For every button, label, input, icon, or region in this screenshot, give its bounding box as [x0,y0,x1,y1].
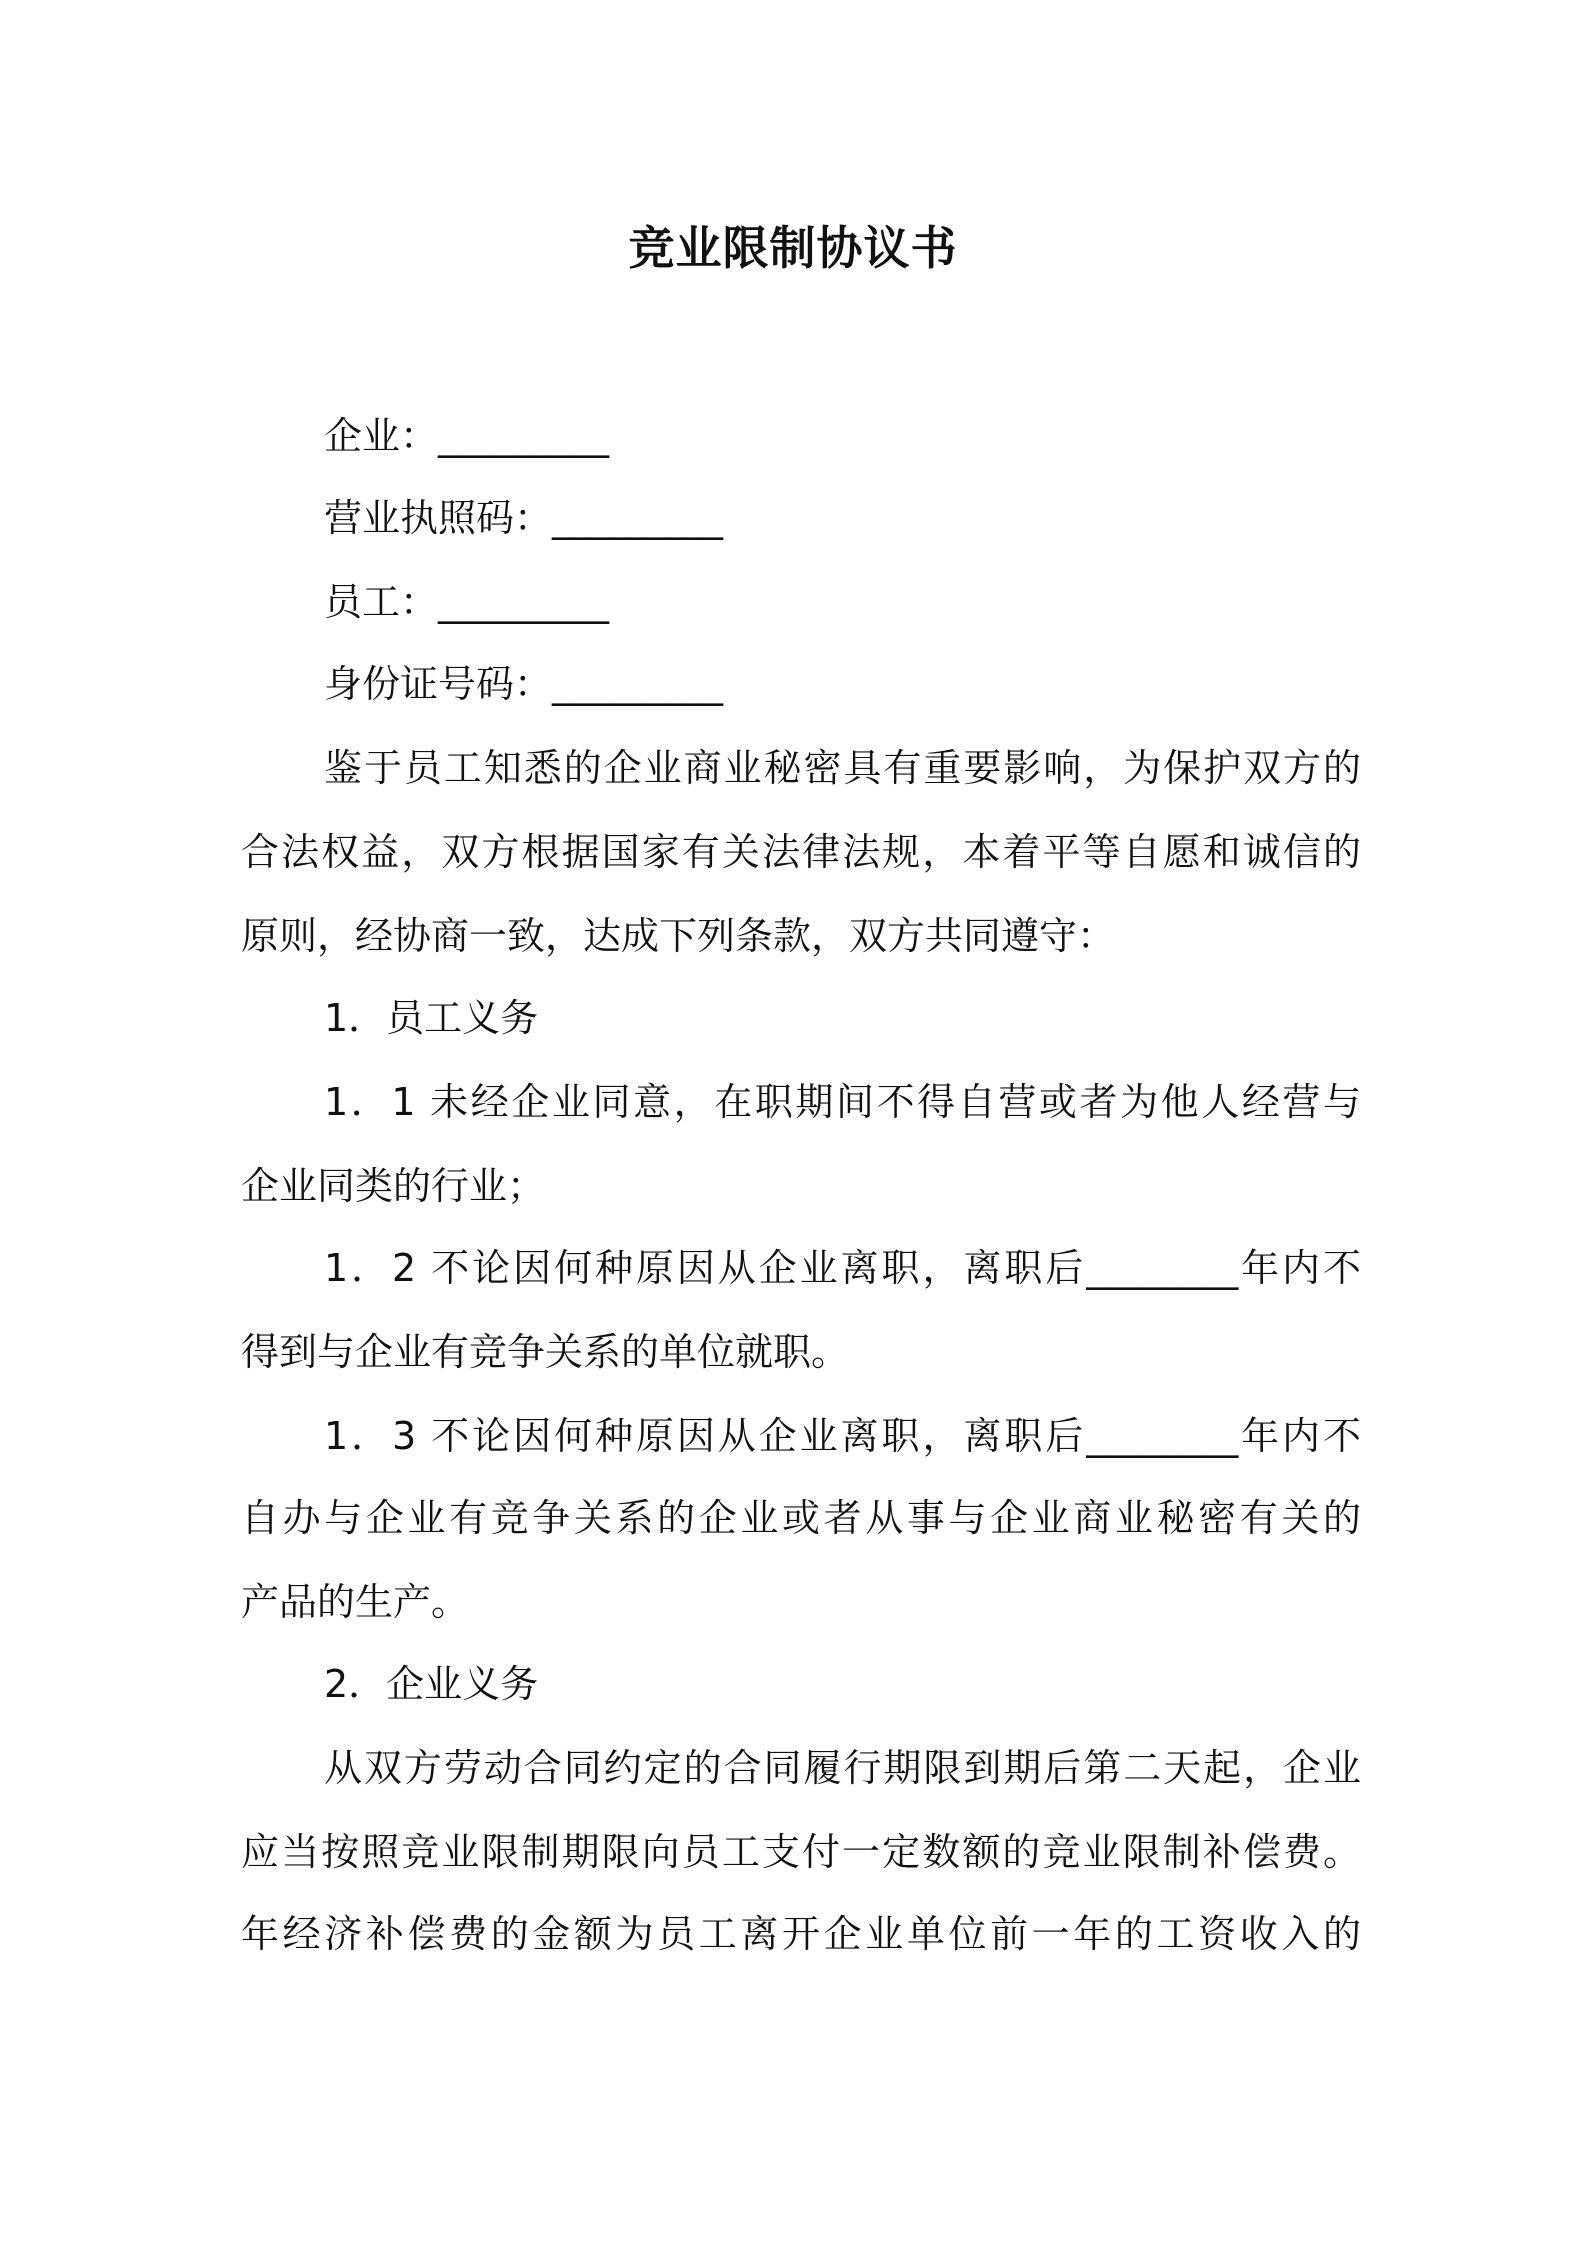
clause-2-line-3: 年经济补偿费的金额为员工离开企业单位前一年的工资收入的 [241,1912,1361,1956]
body-line-3: 原则，经协商一致，达成下列条款，双方共同遵守： [241,914,1116,958]
clause-1-3-line-3: 产品的生产。 [241,1580,470,1624]
field-company-blank[interactable]: _________ [438,414,610,458]
field-employee-label: 员工： [324,580,439,624]
field-business-license-blank[interactable]: _________ [552,496,724,540]
field-employee [324,574,1361,630]
clause-2-line-1: 从双方劳动合同约定的合同履行期限到期后第二天起，企业 [324,1746,1361,1790]
body-line-2: 合法权益，双方根据国家有关法律法规，本着平等自愿和诚信的 [241,830,1361,874]
field-id-number [324,656,1361,712]
document-title: 竞业限制协议书 [628,221,958,275]
field-company [324,408,1361,464]
field-business-license [324,490,1361,546]
section-heading-employee-obligations: 1．员工义务 [324,996,539,1040]
body-line-1: 鉴于员工知悉的企业商业秘密具有重要影响，为保护双方的 [324,746,1361,790]
clause-1-2-line-1: 1．2 不论因何种原因从企业离职，离职后________年内不 [324,1246,1361,1290]
field-id-number-blank[interactable]: _________ [552,662,724,706]
clause-1-3-line-1: 1．3 不论因何种原因从企业离职，离职后________年内不 [324,1414,1361,1458]
clause-2-line-2: 应当按照竞业限制期限向员工支付一定数额的竞业限制补偿费。 [241,1830,1361,1874]
clause-1-2-line-2: 得到与企业有竞争关系的单位就职。 [241,1330,850,1374]
field-employee-blank[interactable]: _________ [438,580,610,624]
clause-1-3-line-2: 自办与企业有竞争关系的企业或者从事与企业商业秘密有关的 [241,1496,1361,1540]
field-id-number-label: 身份证号码： [324,662,553,706]
field-business-license-label: 营业执照码： [324,496,553,540]
field-company-label: 企业： [324,414,439,458]
clause-1-1-line-2: 企业同类的行业； [241,1164,546,1208]
clause-1-1-line-1: 1．1 未经企业同意，在职期间不得自营或者为他人经营与 [324,1080,1361,1124]
section-heading-company-obligations: 2．企业义务 [324,1662,539,1706]
